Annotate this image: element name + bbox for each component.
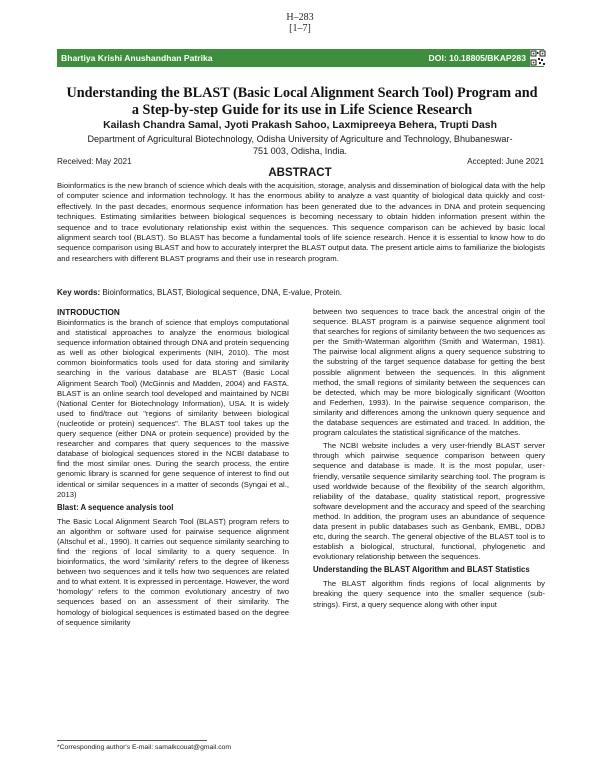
journal-name: Bhartiya Krishi Anushandhan Patrika — [61, 53, 213, 63]
qr-code-icon — [530, 50, 546, 66]
algorithm-section-heading: Understanding the BLAST Algorithm and BLAST Statistics — [313, 565, 530, 575]
author-affiliation: Department of Agricultural Biotechnology, Odisha University of Agriculture and Technology, Bhubaneswar-751 003, Odisha, India. — [87, 134, 513, 156]
abstract-text: Bioinformatics is the new branch of science which deals with the acquisition, storage, analysis and dissemination of biological data with the help of computer science and information technology. It has the enormous ability to analyze a vast quantity of biological data quickly and cost-effectively. In the past decades, enormous sequence information has been generated due to the advances in DNA and protein sequencing techniques. Estimating similarities between biological sequences is becoming necessary to obtain hidden information present within the sequence and to trace evolutionary relationship exist within the sequences. This sequence comparison can be achieved by basic local alignment search tool (BLAST). So BLAST has become a fundamental tools of life science research. Hence it is essential to know how to do sequence comparison using BLAST and how to accurately interpret the BLAST output data. The present article aims to familiarize the biologists and researchers with different BLAST programs and their use in research program. — [57, 181, 545, 263]
algorithm-paragraph: The BLAST algorithm finds regions of local alignments by breaking the query sequence into the smaller sequence (sub-strings). First, a query sequence along with other input — [313, 579, 545, 609]
blast-paragraph: The Basic Local Alignment Search Tool (BLAST) program refers to an algorithm or software used for pairwise sequence alignment (Altschul et al., 1990). It carries out sequence similarity searching to find the regions of local similarity to a query sequence. In bioinformatics, the word 'similarity' refers to the degree of likeness between two sequences and it tells how two sequences are related and to what extent. It is expressed in percentage. However, the word 'homology' refers to the common evolutionary ancestry of two sequences based on an assessment of their similarity. The homology of biological sequences is estimated based on the degree of sequence similarity — [57, 516, 289, 627]
keywords-line — [57, 288, 545, 297]
journal-banner — [57, 49, 544, 67]
accepted-date: Accepted: June 2021 — [467, 157, 544, 166]
doi-link[interactable]: DOI: 10.18805/BKAP283 — [428, 53, 526, 63]
page-code — [0, 12, 600, 34]
introduction-paragraph: Bioinformatics is the branch of science that employs computational and statistical approaches to analyze the enormous biological sequence information obtained through DNA and protein sequencing as well as other biological experiments (NIH, 2010). The most common bioinformatics tools used for data storing and similarity searching in the various database are BLAST (Basic Local Alignment Search Tool) (McGinnis and Madden, 2004) and FASTA. BLAST is an online search tool developed and maintained by NCBI (National Center for Biotechnology Information), USA. It is widely used to find/trace out "regions of similarity between biological (nucleotide or protein) sequences". The BLAST tool takes up the query sequence (either DNA or protein sequence) provided by the researcher and compares that query sequences to the massive database of biological sequences stored in the NCBI database to find the most similar ones. During the search process, the entire genomic library is scanned for gene sequence of interest to find out identical or similar sequences in a matter of seconds (Syngai et al., 2013) — [57, 318, 289, 499]
abstract-heading: ABSTRACT — [268, 167, 332, 179]
introduction-heading: INTRODUCTION — [57, 308, 120, 317]
footnote-divider — [57, 740, 207, 741]
alignment-paragraph: between two sequences to trace back the ancestral origin of the sequence. BLAST program is a pairwise sequence alignment tool that searches for regions of similarity between the two sequences as per the Smith-Waterman algorithm (Smith and Waterman, 1981). The pairwise local alignment aligns a query sequence substring to the substring of the target sequence database for getting the best possible alignment between the sequences. In this alignment method, the small regions of similarity between the sequences can be detected, which may be more biologically significant (Wootton and Federhen, 1993). In the pairwise sequence comparison, the similarity and differences among the unknown query sequence and the database sequences are estimated and traced. In addition, the program calculates the statistical significance of the matches. — [313, 307, 545, 438]
blast-section-heading: Blast: A sequence analysis tool — [57, 502, 174, 512]
article-title: Understanding the BLAST (Basic Local Alignment Search Tool) Program and a Step-by-step Guide for its use in Life Science Research — [66, 85, 538, 118]
ncbi-server-paragraph: The NCBI website includes a very user-friendly BLAST server through which pairwise sequence comparison between query sequence and database is made. It is the most popular, user-friendly, versatile sequence similarity searching tool. The program is used worldwide because of the flexibility of the search algorithm, reliability of the database, quality statistical report, progressive software development and the accuracy and speed of the searching method. In addition, the program uses an abundance of sequence data present in public databases such as Genbank, EMBL, DDBJ etc, during the search. The general objective of the BLAST tool is to establish a biological, structural, functional, phylogenetic and evolutionary relationship between the sequences. — [313, 441, 545, 562]
page-code-number: H–283 — [286, 12, 314, 23]
received-date: Received: May 2021 — [57, 157, 132, 166]
page-range: [1–7] — [289, 23, 311, 34]
right-column — [313, 307, 545, 610]
author-list: Kailash Chandra Samal, Jyoti Prakash Sahoo, Laxmipreeya Behera, Trupti Dash — [103, 120, 497, 131]
left-column — [57, 307, 289, 628]
corresponding-author-footnote: *Corresponding author's E-mail: samalkcouat@gmail.com — [57, 744, 232, 751]
keywords-list: Bioinformatics, BLAST, Biological sequence, DNA, E-value, Protein. — [102, 288, 343, 297]
keywords-label: Key words: — [57, 288, 101, 297]
